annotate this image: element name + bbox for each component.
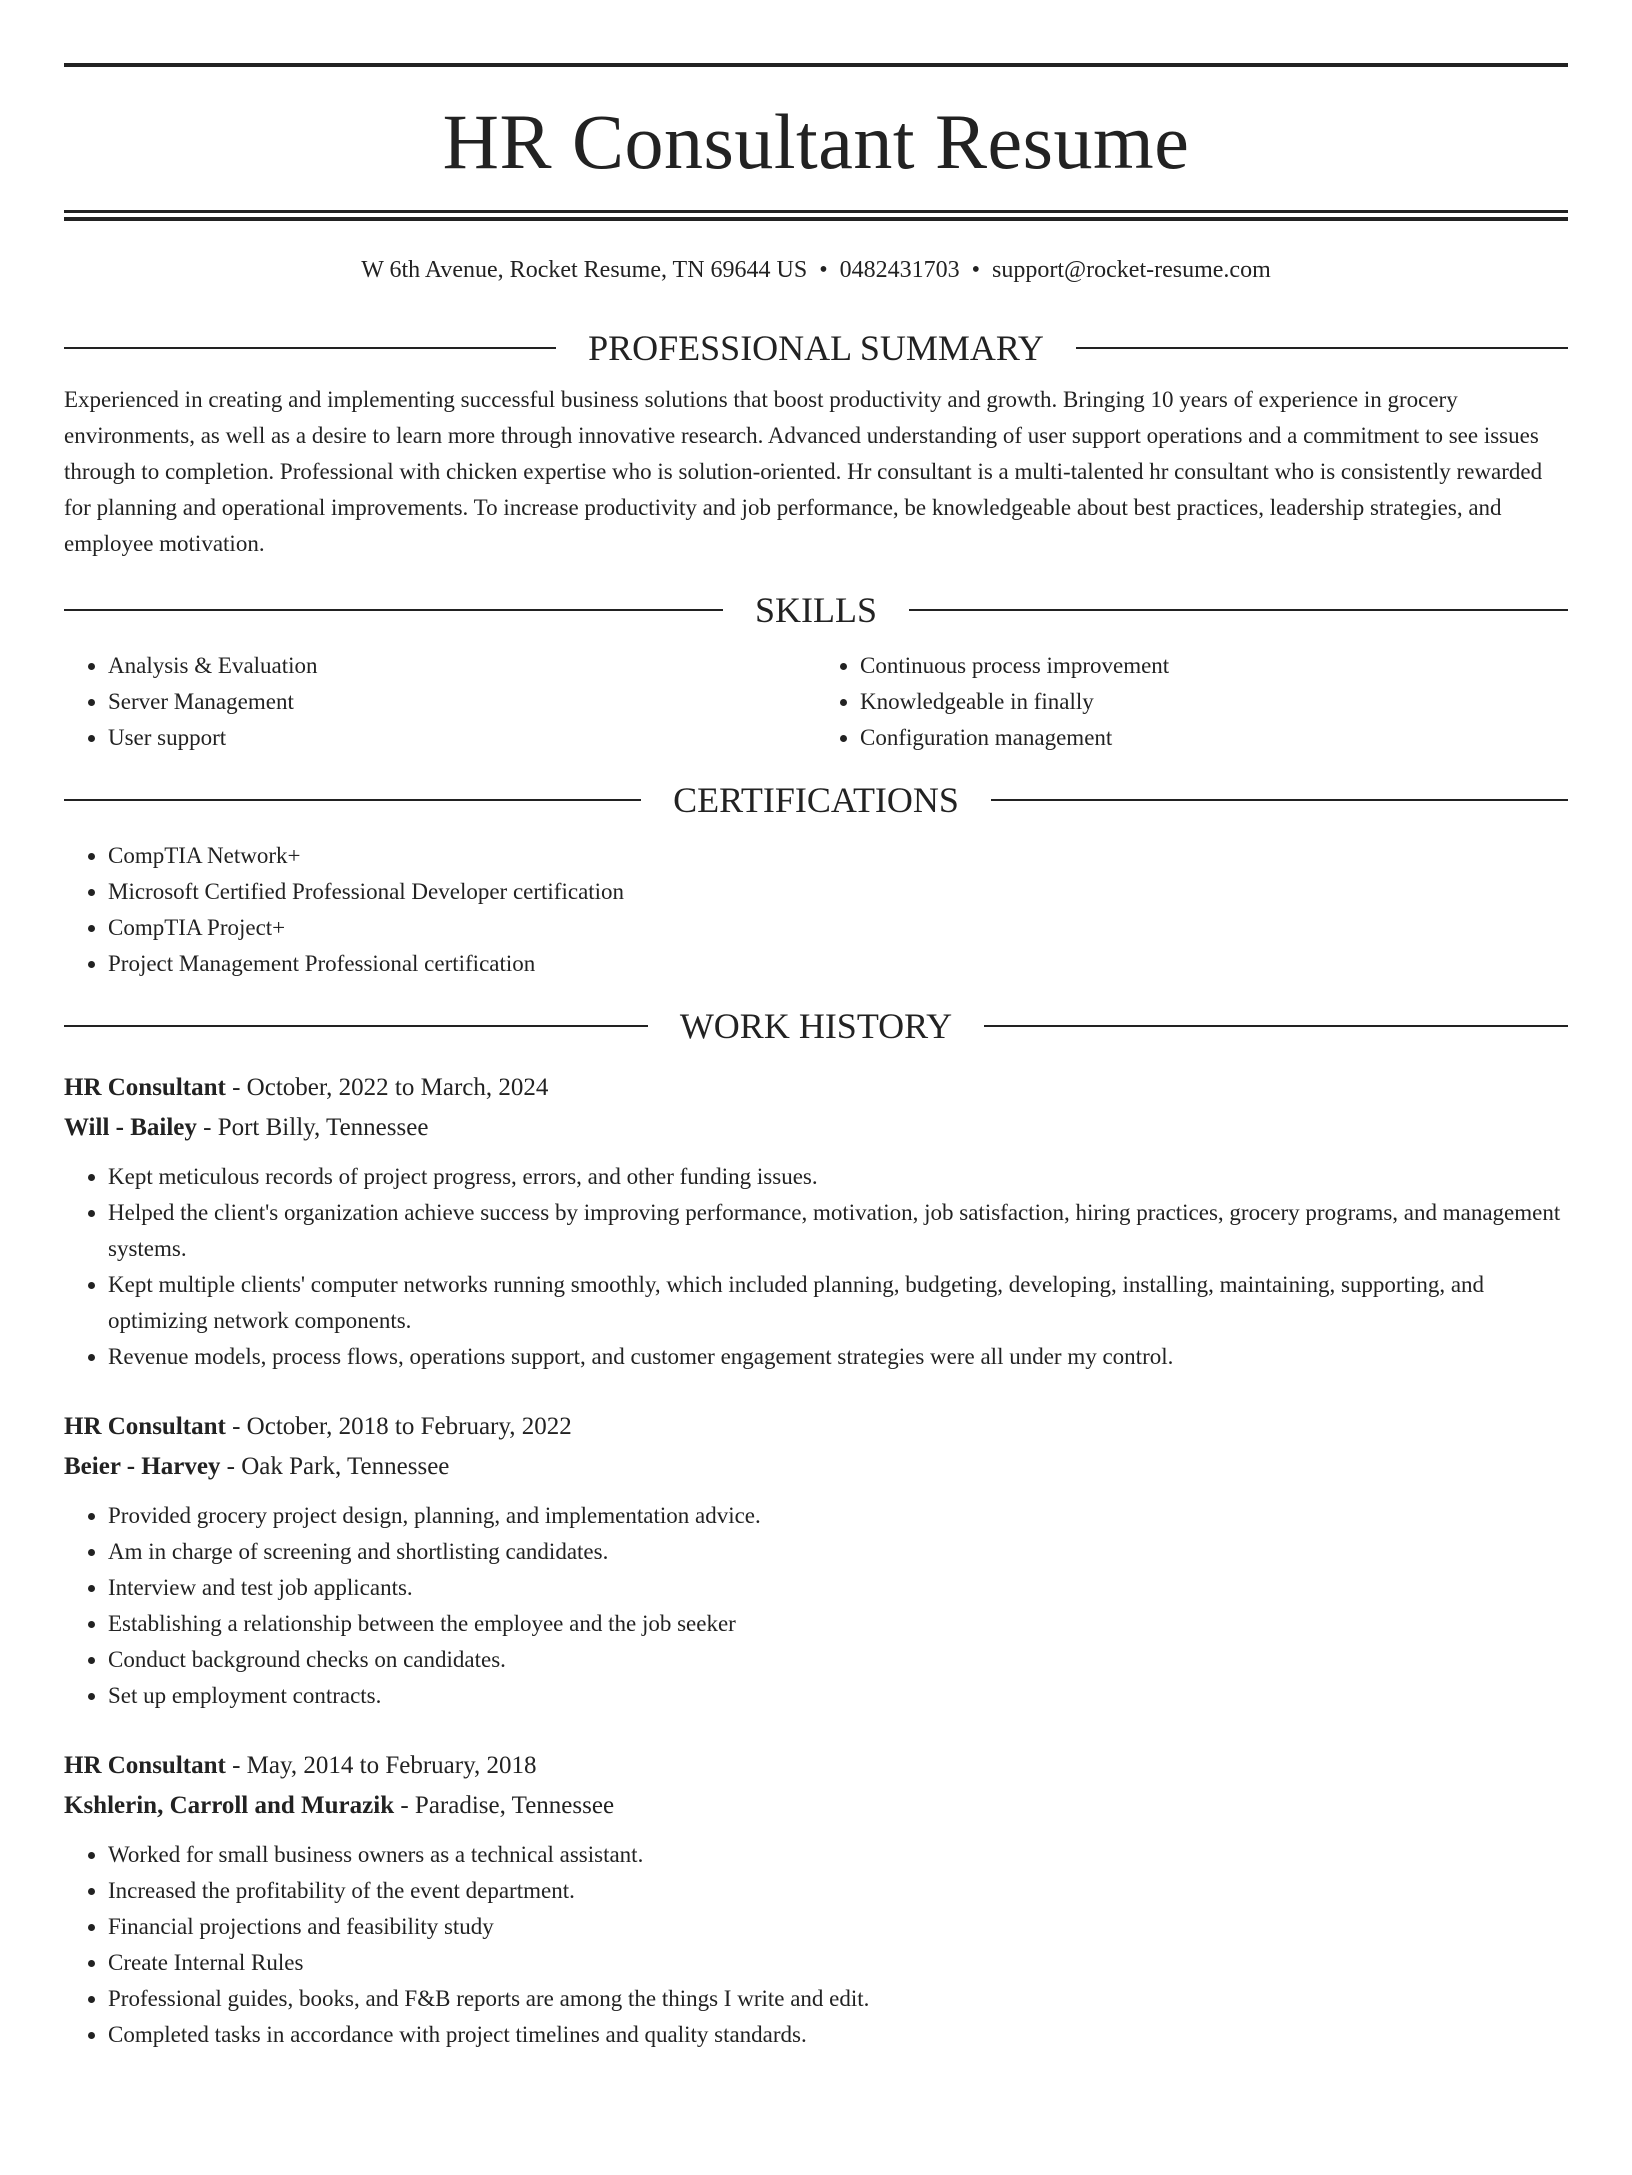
job-bullet: • Create Internal Rules: [108, 1945, 1568, 1981]
skills-list-right: [816, 648, 1568, 756]
job-company-line: [64, 1786, 1568, 1826]
skill-item: • Analysis & Evaluation: [108, 648, 816, 684]
job-dates: - October, 2022 to March, 2024: [225, 1074, 549, 1101]
job-entry: [64, 1068, 1568, 1375]
job-bullet: • Kept multiple clients' computer networks running smoothly, which included planning, budgeting, developing, installing, maintaining, supporting, and optimizing network components.: [108, 1267, 1568, 1339]
skills-column-left: [64, 648, 816, 756]
job-dates: - October, 2018 to February, 2022: [225, 1413, 572, 1440]
skill-item: • Knowledgeable in finally: [860, 684, 1568, 720]
skill-item: • User support: [108, 720, 816, 756]
job-bullet: • Establishing a relationship between the employee and the job seeker: [108, 1606, 1568, 1642]
job-bullet: • Set up employment contracts.: [108, 1678, 1568, 1714]
job-location: - Oak Park, Tennessee: [220, 1453, 450, 1480]
resume-title: HR Consultant Resume: [442, 98, 1190, 185]
job-bullets: [64, 1837, 1568, 2053]
job-bullet: • Increased the profitability of the event department.: [108, 1873, 1568, 1909]
job-bullet: • Completed tasks in accordance with project timelines and quality standards.: [108, 2017, 1568, 2053]
job-title-line: [64, 1068, 1568, 1108]
summary-heading-text: PROFESSIONAL SUMMARY: [588, 328, 1044, 368]
summary-heading: [64, 326, 1568, 370]
skills-column-right: [816, 648, 1568, 756]
skills-list-left: [64, 648, 816, 756]
job-bullets: [64, 1159, 1568, 1375]
certification-item: • Microsoft Certified Professional Developer certification: [108, 874, 1568, 910]
contact-phone: 0482431703: [839, 257, 960, 283]
job-bullet: • Worked for small business owners as a technical assistant.: [108, 1837, 1568, 1873]
job-location: - Port Billy, Tennessee: [196, 1114, 429, 1141]
certifications-heading: [64, 778, 1568, 822]
job-bullet: • Professional guides, books, and F&B reports are among the things I write and edit.: [108, 1981, 1568, 2017]
job-bullets: [64, 1498, 1568, 1714]
job-title-line: [64, 1746, 1568, 1786]
job-company: Beier - Harvey: [64, 1453, 221, 1480]
job-bullet: • Financial projections and feasibility study: [108, 1909, 1568, 1945]
contact-address: W 6th Avenue, Rocket Resume, TN 69644 US: [361, 257, 808, 283]
job-entry: [64, 1407, 1568, 1714]
job-bullet: • Provided grocery project design, planning, and implementation advice.: [108, 1498, 1568, 1534]
job-company: Kshlerin, Carroll and Murazik: [64, 1792, 395, 1819]
top-rule: [64, 63, 1568, 67]
skills-grid: [64, 648, 1568, 756]
job-bullet: • Helped the client's organization achieve success by improving performance, motivation, job satisfaction, hiring practices, grocery programs, and management systems.: [108, 1195, 1568, 1267]
job-bullet: • Interview and test job applicants.: [108, 1570, 1568, 1606]
contact-email: support@rocket-resume.com: [992, 257, 1271, 283]
certification-item: • CompTIA Network+: [108, 838, 1568, 874]
skills-heading-text: SKILLS: [755, 590, 878, 630]
job-bullet: • Conduct background checks on candidates.: [108, 1642, 1568, 1678]
job-bullet: • Kept meticulous records of project progress, errors, and other funding issues.: [108, 1159, 1568, 1195]
certification-item: • Project Management Professional certification: [108, 946, 1568, 982]
contact-separator: •: [819, 257, 828, 283]
skill-item: • Continuous process improvement: [860, 648, 1568, 684]
certifications-list: [64, 838, 1568, 982]
contact-line: [64, 254, 1568, 286]
header-double-rule: [64, 210, 1568, 221]
job-company-line: [64, 1447, 1568, 1487]
certification-item: • CompTIA Project+: [108, 910, 1568, 946]
job-company: Will - Bailey: [64, 1114, 197, 1141]
certifications-heading-text: CERTIFICATIONS: [673, 780, 959, 820]
job-company-line: [64, 1108, 1568, 1148]
skill-item: • Server Management: [108, 684, 816, 720]
job-bullet: • Revenue models, process flows, operations support, and customer engagement strategies were all under my control.: [108, 1339, 1568, 1375]
skills-heading: [64, 588, 1568, 632]
job-location: - Paradise, Tennessee: [394, 1792, 615, 1819]
job-dates: - May, 2014 to February, 2018: [225, 1752, 537, 1779]
job-title: HR Consultant: [64, 1752, 226, 1779]
job-bullet: • Am in charge of screening and shortlisting candidates.: [108, 1534, 1568, 1570]
job-entry: [64, 1746, 1568, 2053]
job-title: HR Consultant: [64, 1413, 226, 1440]
skill-item: • Configuration management: [860, 720, 1568, 756]
job-title-line: [64, 1407, 1568, 1447]
summary-text: Experienced in creating and implementing successful business solutions that boost productivity and growth. Bringing 10 years of experience in grocery environments, as well as a desire to learn more through innovative research. Advanced understanding of user support operations and a commitment to see issues through to completion. Professional with chicken expertise who is solution-oriented. Hr consultant is a multi-talented hr consultant who is consistently rewarded for planning and operational improvements. To increase productivity and job performance, be knowledgeable about best practices, leadership strategies, and employee motivation.: [64, 387, 1543, 556]
work-history-heading-text: WORK HISTORY: [679, 1006, 953, 1046]
work-history-heading: [64, 1004, 1568, 1048]
job-title: HR Consultant: [64, 1074, 226, 1101]
resume-page: [0, 63, 1632, 2175]
contact-separator: •: [971, 257, 981, 283]
